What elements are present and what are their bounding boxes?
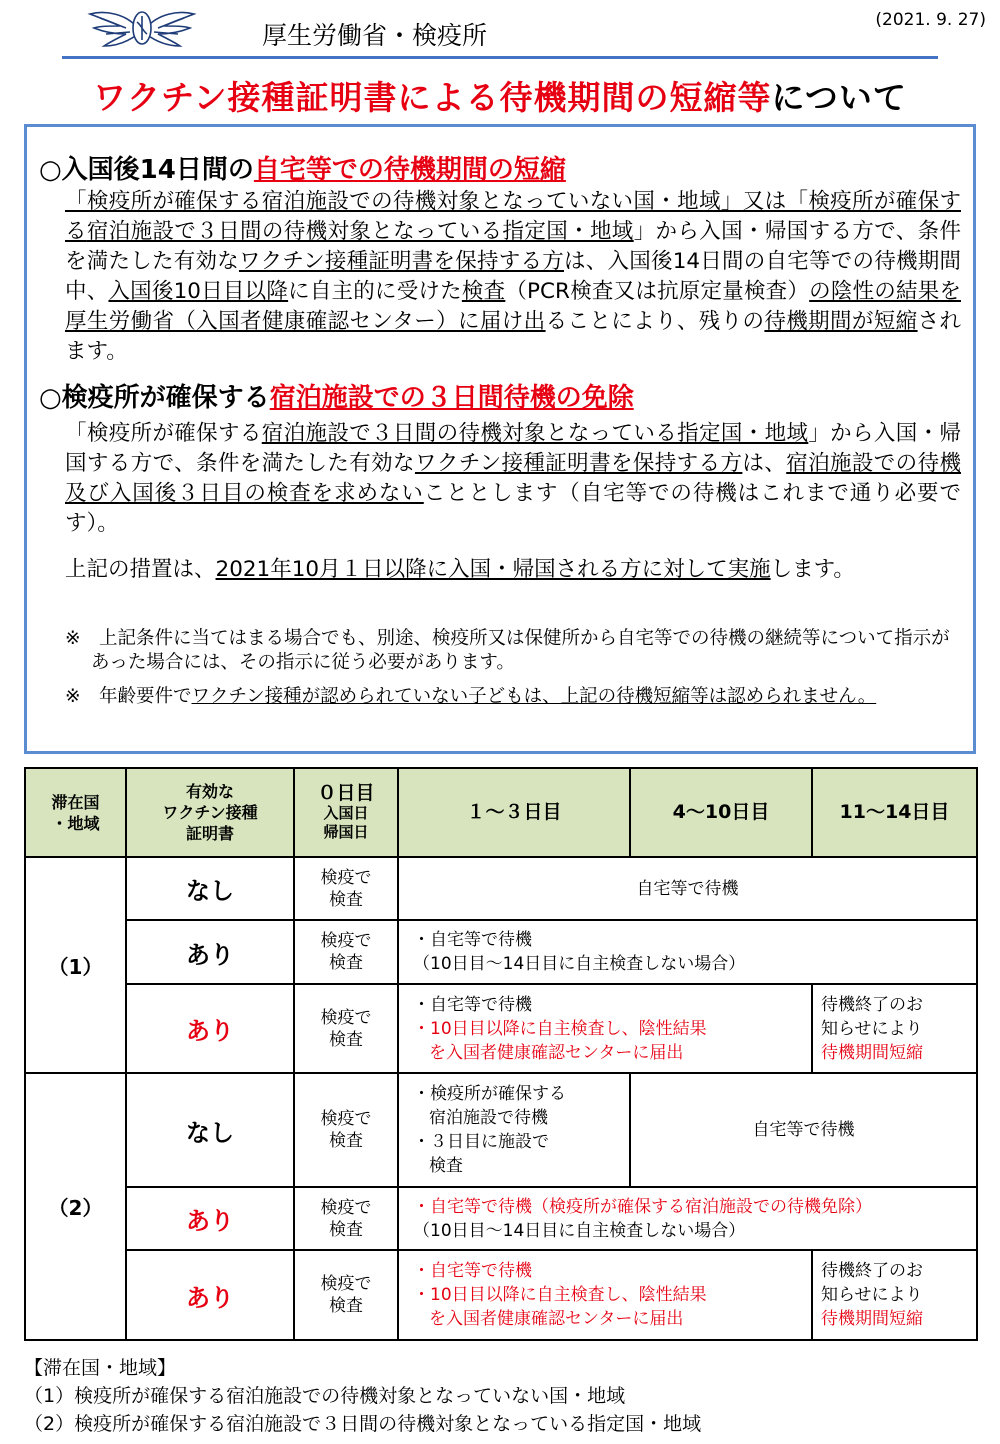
section2-text-7: こととします（自宅等での待機はこれまで通り必要です）。 [65,481,961,536]
table-row [25,1073,977,1187]
legend-item-1: （1）検疫所が確保する宿泊施設での待機対象となっていない国・地域 [24,1385,626,1407]
schedule-line: 宿泊施設で待機 [429,1108,548,1128]
header-days-1-3: １～３日目 [398,768,630,857]
cert-status: あり [126,920,294,984]
group-2-label: （2） [25,1073,126,1340]
section1-text-10: の陰性の結果を厚生労働省（入国者健康確認センター）に届け出 [65,279,961,334]
section1-heading-highlight: 自宅等での待機期間の短縮 [253,155,566,185]
header-days-11-14: 11～14日目 [812,768,977,857]
header-certificate [126,768,294,857]
section1-text-8: 検査 [461,279,506,304]
schedule-cell [398,1073,630,1187]
issue-date: (2021. 9. 27) [875,10,986,30]
schedule-line: ・自宅等で待機 [413,994,532,1015]
legend [24,1354,701,1438]
table-row [25,1250,977,1340]
table-row [25,920,977,984]
group-1-label: （1） [25,857,126,1073]
end-notice-line: 待機終了のお [821,1261,923,1281]
winged-emblem-icon [86,4,198,52]
note-2-text-1: ※ 年齢要件で [65,686,192,707]
section1-paragraph [65,187,961,367]
quarantine-test: 検疫で 検査 [294,1250,398,1340]
table-row [25,1187,977,1250]
info-box [24,124,976,754]
measure-statement [65,555,961,585]
end-notice-line: 知らせにより [821,1285,923,1305]
section2-heading-prefix: ○検疫所が確保する [39,383,270,413]
quarantine-test: 検疫で 検査 [294,920,398,984]
note-1: ※ 上記条件に当てはまる場合でも、別途、検疫所又は保健所から自宅等での待機の継続等について指示があった場合には、その指示に従う必要があります。 [65,628,950,673]
table-row [25,857,977,920]
header-certificate-text: 有効な ワクチン接種 証明書 [162,782,258,843]
cert-status: なし [126,1073,294,1187]
section2-text-1: 「検疫所が確保する [65,421,262,446]
home-wait-cell: 自宅等で待機 [398,857,977,920]
schedule-line: ・検疫所が確保する [413,1084,566,1104]
table-row [25,984,977,1073]
section1-heading-prefix: ○入国後14日間の [39,155,254,185]
schedule-line: 検査 [429,1156,463,1176]
ministry-name: 厚生労働省・検疫所 [262,21,488,50]
cert-status: あり [126,984,294,1073]
end-notice-line: 知らせにより [821,1018,923,1039]
section2-text-6: 宿泊施設での待機及び入国後３日目の検査を求めない [65,451,961,506]
section2-text-2: 宿泊施設で３日間の待機対象となっている指定国・地域 [261,421,809,446]
end-notice-line: 待機期間短縮 [821,1309,923,1329]
section1-text-7: に自主的に受けた [288,279,462,304]
schedule-line: ・10日目以降に自主検査し、陰性結果 [413,1285,707,1305]
schedule-table [24,767,978,1341]
section1-text-1: 「検疫所が確保する宿泊施設での待機対象となっていない国・地域」又は「検疫所が確保する [65,189,961,244]
section1-text-12: 待機期間が短縮 [764,309,918,334]
header-day0 [294,768,398,857]
cert-status: あり [126,1250,294,1340]
section2-text-3: 」から入国・帰国する方で、条件を満たした有効な [65,421,961,476]
header-country-text: 滞在国 ・地域 [51,792,100,833]
section1-text-11: ることにより、残りの [545,309,765,334]
section1-text-3: 」から入国・帰国する方で、条件を満たした有効な [65,219,961,274]
schedule-line: を入国者健康確認センターに届出 [429,1309,684,1329]
measure-text-2: 2021年10月１日以降に入国・帰国される方に対して実施 [215,557,771,582]
section2-heading-highlight: 宿泊施設での３日間待機の免除 [269,383,634,413]
header-day0-title: ０日目 [317,782,375,804]
schedule-line: ・３日目に施設で [413,1132,549,1152]
quarantine-test: 検疫で 検査 [294,1187,398,1250]
end-notice-cell [812,1250,977,1340]
section1-text-6: 入国後10日目以降 [108,279,289,304]
section1-text-5: は、入国後14日間の自宅等での待機期間中、 [65,249,961,304]
schedule-line: ・10日目以降に自主検査し、陰性結果 [413,1018,707,1039]
note-2-text-2: ワクチン接種が認められていない子どもは、上記の待機短縮等は認められません。 [191,686,877,707]
header-divider [62,56,938,59]
schedule-line: ・自宅等で待機 [413,1261,532,1281]
schedule-line: （10日目～14日目に自主検査しない場合） [413,1220,746,1241]
schedule-cell [398,984,812,1073]
header-country [25,768,126,857]
schedule-line: ・自宅等で待機（検疫所が確保する宿泊施設での待機免除） [413,1196,872,1217]
quarantine-test: 検疫で 検査 [294,1073,398,1187]
cert-status: あり [126,1187,294,1250]
home-wait-cell: 自宅等で待機 [630,1073,977,1187]
section2-heading [39,377,634,414]
title-tail: について [771,78,907,117]
section1-text-13: されます。 [65,309,961,364]
header-days-4-10: 4～10日目 [630,768,812,857]
end-notice-line: 待機終了のお [821,994,923,1015]
section2-text-5: は、 [742,451,787,476]
quarantine-test: 検疫で 検査 [294,984,398,1073]
schedule-cell [398,1187,977,1250]
note-2 [65,685,961,709]
section1-text-4: ワクチン接種証明書を保持する方 [238,249,564,274]
measure-text-1: 上記の措置は、 [65,557,216,582]
schedule-line: ・自宅等で待機 [413,930,532,950]
end-notice-line: 待機期間短縮 [821,1042,923,1063]
section1-text-2: 宿泊施設で３日間の待機対象となっている指定国・地域 [86,219,634,244]
quarantine-test: 検疫で 検査 [294,857,398,920]
schedule-cell [398,920,977,984]
measure-text-3: します。 [770,557,855,582]
cert-status: なし [126,857,294,920]
end-notice-cell [812,984,977,1073]
page-title [0,72,1000,119]
table-header-row [25,768,977,857]
title-highlight: ワクチン接種証明書による待機期間の短縮等 [93,78,772,117]
schedule-line: （10日目～14日目に自主検査しない場合） [413,954,746,974]
legend-title: 【滞在国・地域】 [24,1357,177,1379]
section2-paragraph [65,419,961,539]
header [0,0,1000,62]
header-day0-sub: 入国日 帰国日 [323,804,369,841]
schedule-cell [398,1250,812,1340]
section1-heading [39,149,566,186]
schedule-line: を入国者健康確認センターに届出 [429,1042,684,1063]
legend-item-2: （2）検疫所が確保する宿泊施設で３日間の待機対象となっている指定国・地域 [24,1413,702,1435]
section2-text-4: ワクチン接種証明書を保持する方 [414,451,743,476]
section1-text-9: （PCR検査又は抗原定量検査） [505,279,810,304]
